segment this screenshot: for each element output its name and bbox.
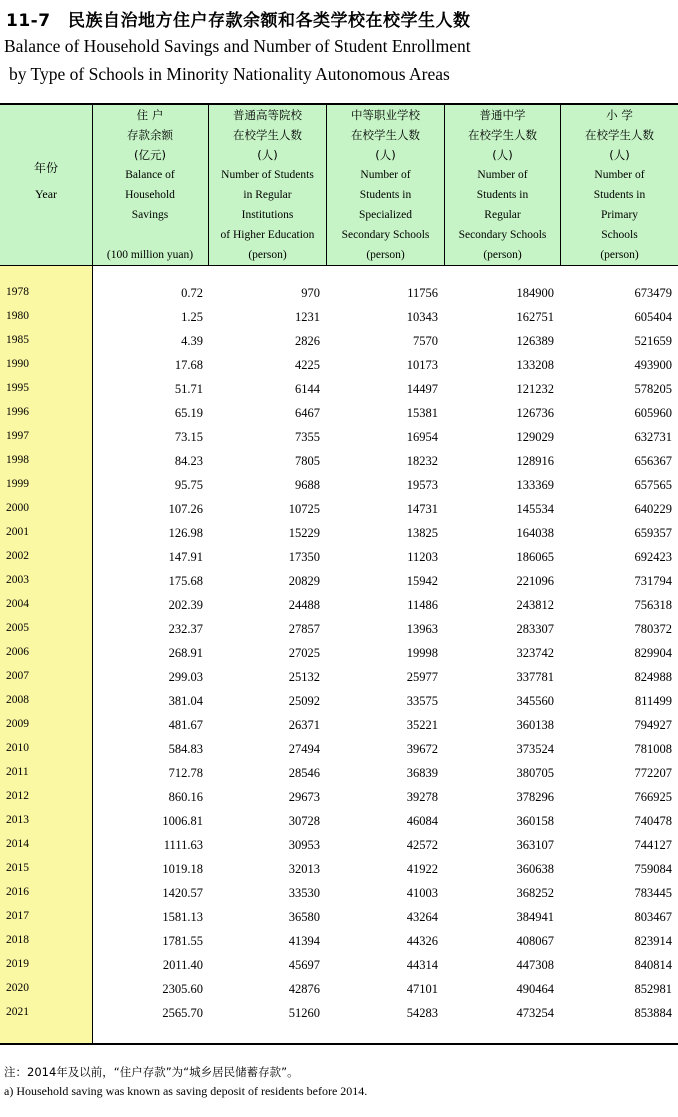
regular-secondary-cell: 360158 bbox=[516, 814, 554, 828]
regular-secondary-cell: 133208 bbox=[516, 358, 554, 372]
higher-education-column-header bbox=[209, 105, 326, 265]
header-label: Number of bbox=[360, 169, 411, 181]
header-label: Balance of bbox=[125, 169, 175, 181]
table-row bbox=[0, 451, 678, 475]
specialized-secondary-cell: 35221 bbox=[406, 718, 438, 732]
year-cell: 1980 bbox=[6, 310, 29, 322]
primary-school-cell: 521659 bbox=[634, 334, 672, 348]
table-row bbox=[0, 619, 678, 643]
year-cell: 2010 bbox=[6, 742, 29, 754]
table-row bbox=[0, 763, 678, 787]
regular-secondary-cell: 345560 bbox=[516, 694, 554, 708]
regular-secondary-cell: 380705 bbox=[516, 766, 554, 780]
primary-school-cell: 659357 bbox=[634, 526, 672, 540]
savings-cell: 17.68 bbox=[174, 358, 203, 372]
specialized-secondary-cell: 44314 bbox=[406, 958, 438, 972]
table-row bbox=[0, 739, 678, 763]
higher-education-cell: 28546 bbox=[288, 766, 320, 780]
higher-education-cell: 17350 bbox=[288, 550, 320, 564]
table-row bbox=[0, 835, 678, 859]
specialized-secondary-column-header bbox=[327, 105, 444, 265]
table-row bbox=[0, 643, 678, 667]
primary-school-cell: 493900 bbox=[634, 358, 672, 372]
year-cell: 1985 bbox=[6, 334, 29, 346]
specialized-secondary-cell: 14731 bbox=[406, 502, 438, 516]
header-unit: (person) bbox=[600, 249, 639, 261]
primary-school-cell: 772207 bbox=[634, 766, 672, 780]
specialized-secondary-cell: 42572 bbox=[406, 838, 438, 852]
year-cell: 1990 bbox=[6, 358, 29, 370]
savings-cell: 481.67 bbox=[168, 718, 203, 732]
higher-education-cell: 36580 bbox=[288, 910, 320, 924]
table-title-en-line1: Balance of Household Savings and Number of Student Enrollment bbox=[4, 36, 471, 56]
specialized-secondary-cell: 36839 bbox=[406, 766, 438, 780]
primary-school-cell: 731794 bbox=[634, 574, 672, 588]
regular-secondary-column-header bbox=[445, 105, 560, 265]
specialized-secondary-cell: 46084 bbox=[406, 814, 438, 828]
header-label: Number of bbox=[594, 169, 645, 181]
year-column-header bbox=[0, 155, 92, 207]
year-cell: 2004 bbox=[6, 598, 29, 610]
savings-cell: 0.72 bbox=[181, 286, 203, 300]
year-cell: 2007 bbox=[6, 670, 29, 682]
table-row bbox=[0, 979, 678, 1003]
specialized-secondary-cell: 44326 bbox=[406, 934, 438, 948]
year-cell: 2017 bbox=[6, 910, 29, 922]
savings-cell: 1781.55 bbox=[162, 934, 203, 948]
higher-education-cell: 42876 bbox=[288, 982, 320, 996]
year-header-en: Year bbox=[34, 187, 58, 201]
regular-secondary-cell: 126389 bbox=[516, 334, 554, 348]
year-cell: 2001 bbox=[6, 526, 29, 538]
specialized-secondary-cell: 14497 bbox=[406, 382, 438, 396]
savings-cell: 175.68 bbox=[168, 574, 203, 588]
primary-school-cell: 824988 bbox=[634, 670, 672, 684]
primary-school-cell: 783445 bbox=[634, 886, 672, 900]
higher-education-cell: 27857 bbox=[288, 622, 320, 636]
higher-education-cell: 30953 bbox=[288, 838, 320, 852]
table-row bbox=[0, 907, 678, 931]
table-title-zh: 11-7 民族自治地方住户存款余额和各类学校在校学生人数 bbox=[6, 11, 471, 31]
regular-secondary-cell: 408067 bbox=[516, 934, 554, 948]
higher-education-cell: 2826 bbox=[295, 334, 320, 348]
table-row bbox=[0, 595, 678, 619]
higher-education-cell: 27025 bbox=[288, 646, 320, 660]
savings-cell: 107.26 bbox=[168, 502, 203, 516]
year-cell: 2006 bbox=[6, 646, 29, 658]
header-label: Schools bbox=[601, 229, 638, 241]
higher-education-cell: 970 bbox=[301, 286, 320, 300]
header-label: Students in bbox=[476, 189, 529, 201]
header-unit: (person) bbox=[483, 249, 522, 261]
year-cell: 2009 bbox=[6, 718, 29, 730]
regular-secondary-cell: 473254 bbox=[516, 1006, 554, 1020]
specialized-secondary-cell: 11203 bbox=[407, 550, 438, 564]
savings-column-header bbox=[92, 105, 208, 265]
header-label: 住 户 bbox=[136, 108, 164, 122]
savings-cell: 147.91 bbox=[168, 550, 203, 564]
year-cell: 2016 bbox=[6, 886, 29, 898]
specialized-secondary-cell: 19573 bbox=[406, 478, 438, 492]
savings-cell: 1111.63 bbox=[163, 838, 203, 852]
header-label: Number of Students bbox=[221, 169, 314, 181]
regular-secondary-cell: 283307 bbox=[516, 622, 554, 636]
table-title-en-line2: by Type of Schools in Minority Nationality Autonomous Areas bbox=[9, 64, 450, 84]
higher-education-cell: 7355 bbox=[295, 430, 320, 444]
higher-education-cell: 6467 bbox=[295, 406, 320, 420]
specialized-secondary-cell: 10173 bbox=[406, 358, 438, 372]
year-cell: 1995 bbox=[6, 382, 29, 394]
year-cell: 2013 bbox=[6, 814, 29, 826]
footnote-en: a) Household saving was known as saving deposit of residents before 2014. bbox=[4, 1084, 368, 1098]
savings-cell: 268.91 bbox=[168, 646, 203, 660]
savings-cell: 51.71 bbox=[174, 382, 203, 396]
higher-education-cell: 25092 bbox=[288, 694, 320, 708]
specialized-secondary-cell: 15381 bbox=[406, 406, 438, 420]
primary-school-cell: 640229 bbox=[634, 502, 672, 516]
specialized-secondary-cell: 11756 bbox=[407, 286, 438, 300]
year-cell: 2011 bbox=[6, 766, 29, 778]
year-cell: 1997 bbox=[6, 430, 29, 442]
specialized-secondary-cell: 41003 bbox=[406, 886, 438, 900]
savings-cell: 2565.70 bbox=[162, 1006, 203, 1020]
table-row bbox=[0, 379, 678, 403]
specialized-secondary-cell: 10343 bbox=[406, 310, 438, 324]
specialized-secondary-cell: 33575 bbox=[406, 694, 438, 708]
savings-cell: 84.23 bbox=[174, 454, 203, 468]
header-unit: (person) bbox=[248, 249, 287, 261]
specialized-secondary-cell: 7570 bbox=[413, 334, 438, 348]
primary-school-cell: 632731 bbox=[634, 430, 672, 444]
regular-secondary-cell: 184900 bbox=[516, 286, 554, 300]
regular-secondary-cell: 373524 bbox=[516, 742, 554, 756]
table-row bbox=[0, 523, 678, 547]
primary-school-column-header bbox=[561, 105, 678, 265]
primary-school-cell: 781008 bbox=[634, 742, 672, 756]
header-label: Number of bbox=[477, 169, 528, 181]
regular-secondary-cell: 164038 bbox=[516, 526, 554, 540]
header-label: Institutions bbox=[241, 209, 294, 221]
year-header-zh: 年份 bbox=[33, 161, 58, 175]
higher-education-cell: 1231 bbox=[295, 310, 320, 324]
higher-education-cell: 32013 bbox=[288, 862, 320, 876]
regular-secondary-cell: 378296 bbox=[516, 790, 554, 804]
table-row bbox=[0, 547, 678, 571]
year-cell: 2019 bbox=[6, 958, 29, 970]
higher-education-cell: 45697 bbox=[288, 958, 320, 972]
table-row bbox=[0, 955, 678, 979]
higher-education-cell: 6144 bbox=[295, 382, 320, 396]
higher-education-cell: 24488 bbox=[288, 598, 320, 612]
regular-secondary-cell: 121232 bbox=[516, 382, 554, 396]
higher-education-cell: 20829 bbox=[288, 574, 320, 588]
header-label: Students in bbox=[593, 189, 646, 201]
year-cell: 2005 bbox=[6, 622, 29, 634]
primary-school-cell: 759084 bbox=[634, 862, 672, 876]
header-label: 中等职业学校 bbox=[351, 108, 420, 122]
table-row bbox=[0, 283, 678, 307]
header-label: 在校学生人数 bbox=[468, 128, 537, 142]
regular-secondary-cell: 360138 bbox=[516, 718, 554, 732]
regular-secondary-cell: 490464 bbox=[516, 982, 554, 996]
savings-cell: 2011.40 bbox=[162, 958, 203, 972]
regular-secondary-cell: 363107 bbox=[516, 838, 554, 852]
specialized-secondary-cell: 25977 bbox=[406, 670, 438, 684]
primary-school-cell: 692423 bbox=[634, 550, 672, 564]
higher-education-cell: 25132 bbox=[288, 670, 320, 684]
primary-school-cell: 578205 bbox=[634, 382, 672, 396]
header-label: Secondary Schools bbox=[341, 229, 430, 241]
table-row bbox=[0, 715, 678, 739]
savings-cell: 1420.57 bbox=[162, 886, 203, 900]
primary-school-cell: 811499 bbox=[634, 694, 672, 708]
year-cell: 2003 bbox=[6, 574, 29, 586]
specialized-secondary-cell: 43264 bbox=[406, 910, 438, 924]
savings-cell: 95.75 bbox=[174, 478, 203, 492]
higher-education-cell: 26371 bbox=[288, 718, 320, 732]
specialized-secondary-cell: 18232 bbox=[406, 454, 438, 468]
regular-secondary-cell: 129029 bbox=[516, 430, 554, 444]
regular-secondary-cell: 186065 bbox=[516, 550, 554, 564]
table-row bbox=[0, 427, 678, 451]
specialized-secondary-cell: 13825 bbox=[406, 526, 438, 540]
regular-secondary-cell: 337781 bbox=[516, 670, 554, 684]
savings-cell: 1581.13 bbox=[162, 910, 203, 924]
bottom-rule bbox=[0, 1043, 678, 1045]
year-cell: 1999 bbox=[6, 478, 29, 490]
regular-secondary-cell: 323742 bbox=[516, 646, 554, 660]
table-row bbox=[0, 403, 678, 427]
primary-school-cell: 673479 bbox=[634, 286, 672, 300]
higher-education-cell: 7805 bbox=[295, 454, 320, 468]
savings-cell: 232.37 bbox=[168, 622, 203, 636]
header-label: 存款余额 bbox=[127, 128, 173, 142]
year-cell: 2014 bbox=[6, 838, 29, 850]
header-label bbox=[92, 225, 208, 245]
year-cell: 1978 bbox=[6, 286, 29, 298]
regular-secondary-cell: 243812 bbox=[516, 598, 554, 612]
specialized-secondary-cell: 15942 bbox=[406, 574, 438, 588]
savings-cell: 381.04 bbox=[168, 694, 203, 708]
year-cell: 2002 bbox=[6, 550, 29, 562]
savings-cell: 4.39 bbox=[181, 334, 203, 348]
specialized-secondary-cell: 13963 bbox=[406, 622, 438, 636]
header-label: (人) bbox=[609, 148, 630, 162]
primary-school-cell: 823914 bbox=[634, 934, 672, 948]
primary-school-cell: 657565 bbox=[634, 478, 672, 492]
primary-school-cell: 853884 bbox=[634, 1006, 672, 1020]
primary-school-cell: 780372 bbox=[634, 622, 672, 636]
savings-cell: 860.16 bbox=[168, 790, 203, 804]
primary-school-cell: 605960 bbox=[634, 406, 672, 420]
specialized-secondary-cell: 47101 bbox=[406, 982, 438, 996]
table-row bbox=[0, 787, 678, 811]
year-cell: 2015 bbox=[6, 862, 29, 874]
footnote-zh: 注：2014年及以前，“住户存款”为“城乡居民储蓄存款”。 bbox=[4, 1065, 299, 1079]
savings-cell: 202.39 bbox=[168, 598, 203, 612]
specialized-secondary-cell: 11486 bbox=[407, 598, 438, 612]
higher-education-cell: 41394 bbox=[288, 934, 320, 948]
year-cell: 1996 bbox=[6, 406, 29, 418]
regular-secondary-cell: 447308 bbox=[516, 958, 554, 972]
regular-secondary-cell: 128916 bbox=[516, 454, 554, 468]
table-row bbox=[0, 475, 678, 499]
table-row bbox=[0, 667, 678, 691]
specialized-secondary-cell: 54283 bbox=[406, 1006, 438, 1020]
regular-secondary-cell: 384941 bbox=[516, 910, 554, 924]
regular-secondary-cell: 162751 bbox=[516, 310, 554, 324]
table-row bbox=[0, 883, 678, 907]
savings-cell: 299.03 bbox=[168, 670, 203, 684]
regular-secondary-cell: 126736 bbox=[516, 406, 554, 420]
header-label: 小 学 bbox=[606, 108, 633, 122]
header-label: Household bbox=[125, 189, 175, 201]
primary-school-cell: 794927 bbox=[634, 718, 672, 732]
primary-school-cell: 766925 bbox=[634, 790, 672, 804]
header-label: Secondary Schools bbox=[458, 229, 547, 241]
header-label: 在校学生人数 bbox=[351, 128, 420, 142]
higher-education-cell: 29673 bbox=[288, 790, 320, 804]
header-unit: (100 million yuan) bbox=[106, 249, 194, 261]
specialized-secondary-cell: 39278 bbox=[406, 790, 438, 804]
header-label: 在校学生人数 bbox=[233, 128, 302, 142]
year-cell: 2000 bbox=[6, 502, 29, 514]
table-row bbox=[0, 691, 678, 715]
primary-school-cell: 756318 bbox=[634, 598, 672, 612]
header-label: (亿元) bbox=[134, 148, 166, 162]
table-body bbox=[0, 283, 678, 1027]
higher-education-cell: 4225 bbox=[295, 358, 320, 372]
header-unit: (person) bbox=[366, 249, 405, 261]
primary-school-cell: 803467 bbox=[634, 910, 672, 924]
primary-school-cell: 829904 bbox=[634, 646, 672, 660]
table-row bbox=[0, 355, 678, 379]
year-cell: 2020 bbox=[6, 982, 29, 994]
higher-education-cell: 9688 bbox=[295, 478, 320, 492]
savings-cell: 65.19 bbox=[174, 406, 203, 420]
primary-school-cell: 656367 bbox=[634, 454, 672, 468]
higher-education-cell: 27494 bbox=[288, 742, 320, 756]
table-row bbox=[0, 331, 678, 355]
regular-secondary-cell: 368252 bbox=[516, 886, 554, 900]
header-label: Regular bbox=[484, 209, 521, 221]
regular-secondary-cell: 221096 bbox=[516, 574, 554, 588]
higher-education-cell: 10725 bbox=[288, 502, 320, 516]
header-label: Primary bbox=[600, 209, 639, 221]
table-row bbox=[0, 931, 678, 955]
year-cell: 2008 bbox=[6, 694, 29, 706]
header-label: Students in bbox=[359, 189, 412, 201]
header-label: (人) bbox=[492, 148, 513, 162]
specialized-secondary-cell: 19998 bbox=[406, 646, 438, 660]
savings-cell: 2305.60 bbox=[162, 982, 203, 996]
higher-education-cell: 15229 bbox=[288, 526, 320, 540]
year-cell: 2021 bbox=[6, 1006, 29, 1018]
header-label: Specialized bbox=[358, 209, 412, 221]
regular-secondary-cell: 145534 bbox=[516, 502, 554, 516]
year-cell: 2012 bbox=[6, 790, 29, 802]
savings-cell: 1006.81 bbox=[162, 814, 203, 828]
specialized-secondary-cell: 16954 bbox=[406, 430, 438, 444]
header-label: Savings bbox=[131, 209, 169, 221]
header-label: 普通高等院校 bbox=[233, 108, 302, 122]
header-label: 在校学生人数 bbox=[585, 128, 654, 142]
header-label: 普通中学 bbox=[479, 108, 526, 122]
header-label: in Regular bbox=[243, 189, 292, 201]
specialized-secondary-cell: 41922 bbox=[406, 862, 438, 876]
primary-school-cell: 852981 bbox=[634, 982, 672, 996]
savings-cell: 1.25 bbox=[181, 310, 203, 324]
higher-education-cell: 30728 bbox=[288, 814, 320, 828]
year-cell: 1998 bbox=[6, 454, 29, 466]
table-row bbox=[0, 307, 678, 331]
savings-cell: 712.78 bbox=[168, 766, 203, 780]
savings-cell: 126.98 bbox=[168, 526, 203, 540]
savings-cell: 73.15 bbox=[174, 430, 203, 444]
primary-school-cell: 605404 bbox=[634, 310, 672, 324]
savings-cell: 584.83 bbox=[168, 742, 203, 756]
table-row bbox=[0, 499, 678, 523]
header-label: (人) bbox=[375, 148, 396, 162]
year-cell: 2018 bbox=[6, 934, 29, 946]
table-row bbox=[0, 1003, 678, 1027]
savings-cell: 1019.18 bbox=[162, 862, 203, 876]
table-row bbox=[0, 859, 678, 883]
primary-school-cell: 740478 bbox=[634, 814, 672, 828]
higher-education-cell: 33530 bbox=[288, 886, 320, 900]
regular-secondary-cell: 133369 bbox=[516, 478, 554, 492]
higher-education-cell: 51260 bbox=[288, 1006, 320, 1020]
table-row bbox=[0, 571, 678, 595]
header-label: (人) bbox=[257, 148, 278, 162]
table-row bbox=[0, 811, 678, 835]
header-label: of Higher Education bbox=[220, 229, 315, 241]
primary-school-cell: 840814 bbox=[634, 958, 672, 972]
header-rule bbox=[0, 265, 678, 266]
regular-secondary-cell: 360638 bbox=[516, 862, 554, 876]
specialized-secondary-cell: 39672 bbox=[406, 742, 438, 756]
primary-school-cell: 744127 bbox=[634, 838, 672, 852]
